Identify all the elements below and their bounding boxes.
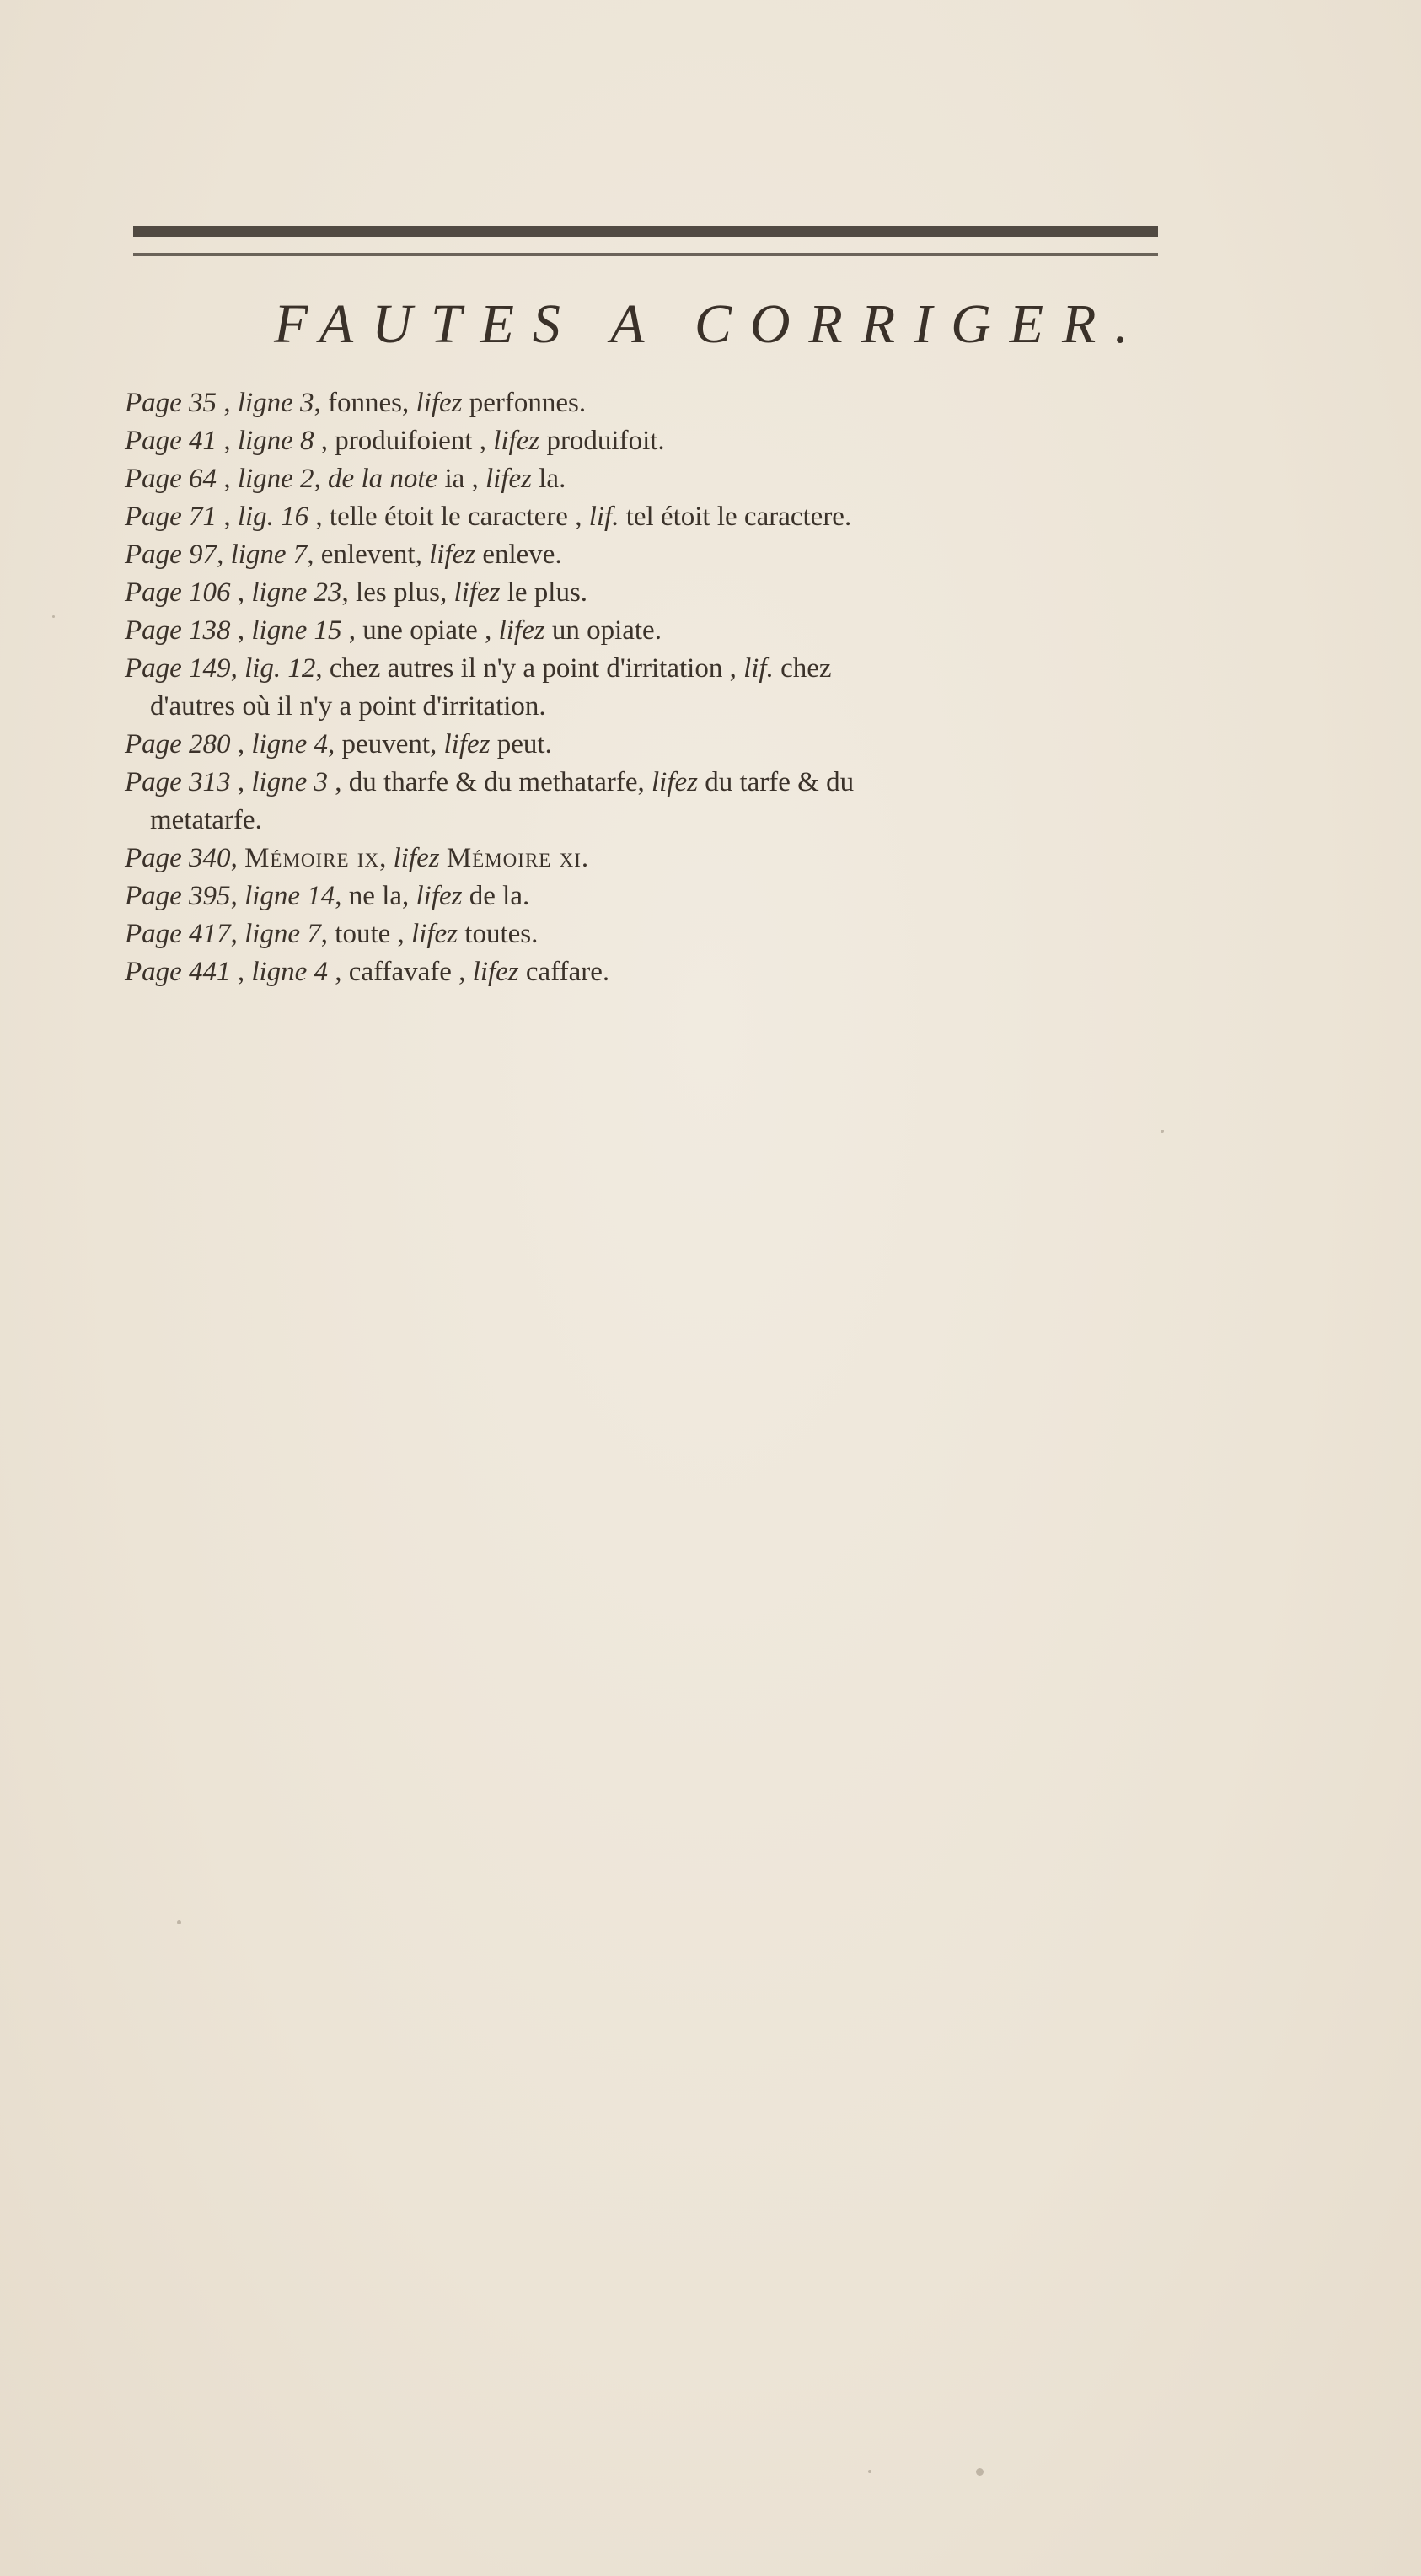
entry-error: ia <box>444 464 465 494</box>
entry-read-label: lifez <box>416 388 463 418</box>
entry-correction: de la. <box>469 881 530 911</box>
entry-error: caffavafe <box>348 957 452 987</box>
entry-error: enlevent <box>320 539 416 570</box>
entry-page: Page 97 <box>125 539 217 570</box>
entry-read-label: lifez <box>498 615 545 646</box>
entry-correction: enleve. <box>482 539 562 570</box>
entry-read-label: lifez <box>416 881 463 911</box>
entry-page: Page 417 <box>125 919 231 949</box>
entry-page: Page 41 <box>125 426 217 456</box>
entry-correction: toutes. <box>464 919 539 949</box>
errata-entry: Page 417, ligne 7, toute , lifez toutes. <box>125 919 539 949</box>
errata-entry: Page 395, ligne 14, ne la, lifez de la. <box>125 881 530 911</box>
entry-page: Page 138 <box>125 615 231 646</box>
entry-error: chez autres il n'y a point d'irritation <box>329 653 723 684</box>
entry-line: ligne 8 <box>237 426 314 456</box>
entry-page: Page 71 <box>125 502 217 532</box>
entry-page: Page 149 <box>125 653 231 684</box>
errata-list <box>125 384 1204 991</box>
entry-error: telle étoit le caractere <box>329 502 568 532</box>
errata-entry: Page 41 , ligne 8 , produifoient , lifez produifoit. <box>125 426 665 456</box>
entry-line: lig. 16 <box>237 502 309 532</box>
entry-correction: tel étoit le caractere. <box>625 502 852 532</box>
entry-correction: du tarfe & du <box>705 767 855 797</box>
entry-continuation: d'autres où il n'y a point d'irritation. <box>150 691 546 722</box>
page-title: FAUTES A CORRIGER. <box>274 293 1147 355</box>
errata-entry: Page 97, ligne 7, enlevent, lifez enleve. <box>125 539 562 570</box>
entry-page: Page 441 <box>125 957 231 987</box>
entry-error: fonnes <box>328 388 403 418</box>
errata-entry: Page 35 , ligne 3, fonnes, lifez perfonnes. <box>125 388 587 418</box>
entry-error: peuvent <box>341 729 431 759</box>
entry-error: une opiate <box>362 615 478 646</box>
entry-correction: la. <box>539 464 566 494</box>
entry-page: Page 340 <box>125 843 231 873</box>
entry-correction: perfonnes. <box>469 388 587 418</box>
entry-line: ligne 3 <box>251 767 329 797</box>
entry-page: Page 313 <box>125 767 231 797</box>
paper-speck <box>177 1920 181 1924</box>
entry-line: ligne 3 <box>237 388 314 418</box>
entry-continuation: metatarfe. <box>150 805 262 835</box>
entry-page: Page 280 <box>125 729 231 759</box>
entry-error: toute <box>335 919 391 949</box>
errata-entry: Page 106 , ligne 23, les plus, lifez le plus. <box>125 577 588 608</box>
paper-speck <box>976 2468 984 2476</box>
errata-entry: Page 340, Mémoire ix, lifez Mémoire xi. <box>125 843 590 873</box>
entry-read-label: lifez <box>472 957 519 987</box>
entry-line: ligne 7 <box>230 539 308 570</box>
entry-page: Page 64 <box>125 464 217 494</box>
entry-read-label: lifez <box>429 539 476 570</box>
errata-entry: Page 313 , ligne 3 , du tharfe & du methatarfe, lifez du tarfe & du metatarfe. <box>125 764 1204 840</box>
entry-line: ligne 4 <box>251 957 329 987</box>
entry-line: ligne 15 <box>251 615 342 646</box>
entry-read-label: lifez <box>393 843 440 873</box>
entry-read-label: lifez <box>411 919 458 949</box>
entry-page: Page 35 <box>125 388 217 418</box>
entry-read-label: lifez <box>493 426 540 456</box>
ornamental-rule-thick <box>133 226 1158 237</box>
entry-read-label: lifez <box>453 577 501 608</box>
entry-correction: le plus. <box>507 577 588 608</box>
entry-line: lig. 12 <box>244 653 316 684</box>
entry-line: ligne 4 <box>251 729 329 759</box>
entry-correction: caffare. <box>525 957 610 987</box>
entry-error: ne la <box>348 881 403 911</box>
errata-entry: Page 138 , ligne 15 , une opiate , lifez un opiate. <box>125 615 662 646</box>
errata-entry: Page 441 , ligne 4 , caffavafe , lifez caffare. <box>125 957 610 987</box>
entry-read-label: lifez <box>485 464 533 494</box>
entry-page: Page 106 <box>125 577 231 608</box>
paper-speck <box>868 2470 871 2473</box>
entry-error: les plus <box>356 577 440 608</box>
errata-entry: Page 280 , ligne 4, peuvent, lifez peut. <box>125 729 552 759</box>
entry-line: ligne 14 <box>244 881 335 911</box>
entry-read-label: lifez <box>443 729 491 759</box>
entry-read-label: lifez <box>651 767 698 797</box>
entry-read-label: lif. <box>588 502 619 532</box>
errata-entry: Page 149, lig. 12, chez autres il n'y a point d'irritation , lif. chez d'autres où il n'y a point d'irritation. <box>125 650 1204 726</box>
entry-line: Mémoire ix <box>244 843 380 873</box>
entry-correction: produifoit. <box>546 426 665 456</box>
entry-page: Page 395 <box>125 881 231 911</box>
entry-correction: chez <box>780 653 832 684</box>
paper-speck <box>52 615 55 618</box>
entry-error: du tharfe & du methatarfe <box>348 767 638 797</box>
entry-error: produifoient <box>335 426 473 456</box>
entry-correction: un opiate. <box>551 615 662 646</box>
entry-line: ligne 7 <box>244 919 321 949</box>
entry-line: ligne 23 <box>251 577 342 608</box>
entry-line: ligne 2, de la note <box>237 464 438 494</box>
entry-correction: peut. <box>496 729 552 759</box>
entry-correction: Mémoire xi. <box>446 843 590 873</box>
errata-entry: Page 64 , ligne 2, de la note ia , lifez la. <box>125 464 566 494</box>
entry-read-label: lif. <box>743 653 774 684</box>
paper-speck <box>1161 1130 1164 1133</box>
ornamental-rule-thin <box>133 253 1158 256</box>
errata-entry: Page 71 , lig. 16 , telle étoit le caractere , lif. tel étoit le caractere. <box>125 502 852 532</box>
